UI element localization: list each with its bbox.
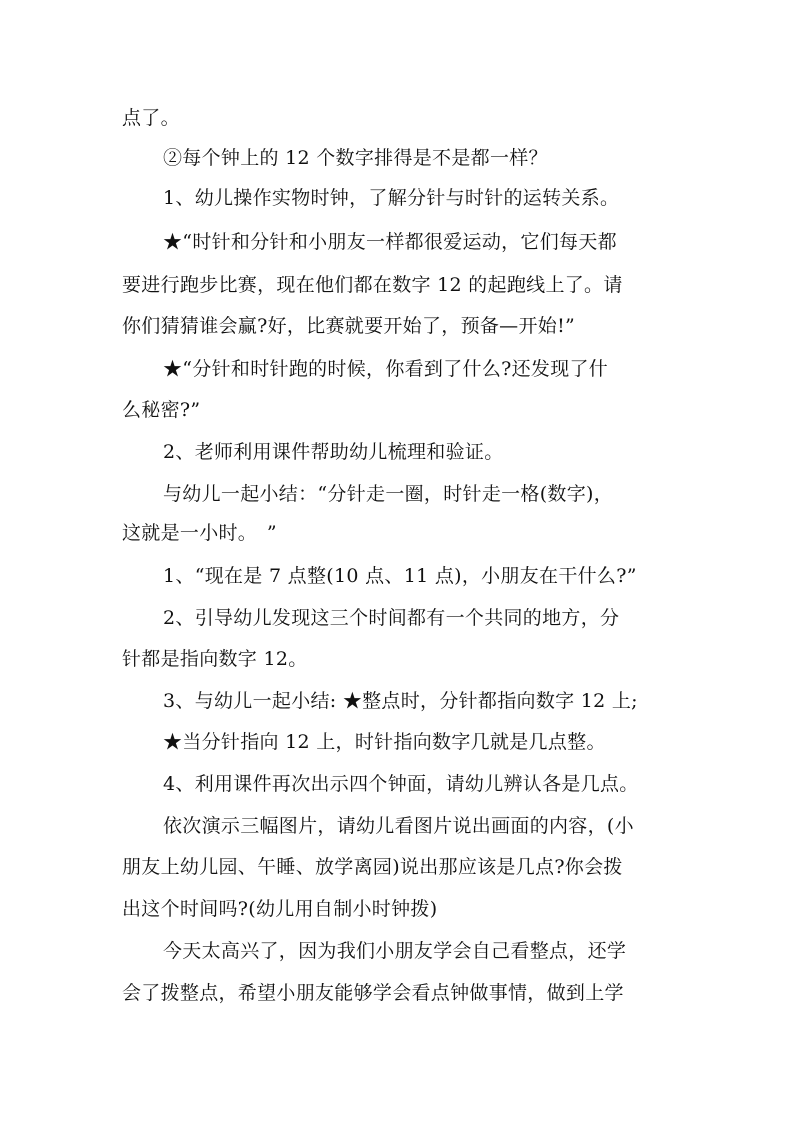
text-line-7: ★“分针和时针跑的时候，你看到了什么?还发现了什 [163,358,609,380]
text-line-22: 会了拨整点，希望小朋友能够学会看点钟做事情，做到上学 [122,982,624,1004]
text-line-5: 要进行跑步比赛，现在他们都在数字 12 的起跑线上了。请 [122,274,623,296]
text-line-14: 针都是指向数字 12。 [122,648,308,670]
text-line-12: 1、“现在是 7 点整(10 点、11 点)，小朋友在干什么?” [163,565,637,587]
text-line-17: 4、利用课件再次出示四个钟面，请幼儿辨认各是几点。 [163,773,639,795]
text-line-10: 与幼儿一起小结：“分针走一圈，时针走一格(数字)， [163,483,614,505]
text-line-8: 么秘密?” [122,399,201,421]
text-line-6: 你们猜猜谁会赢?好，比赛就要开始了，预备—开始!” [122,315,576,337]
text-line-15: 3、与幼儿一起小结: ★整点时，分针都指向数字 12 上; [163,690,638,712]
text-line-9: 2、老师利用课件帮助幼儿梳理和验证。 [163,441,504,463]
text-line-2: ②每个钟上的 12 个数字排得是不是都一样？ [163,147,548,169]
text-line-20: 出这个时间吗?(幼儿用自制小时钟拨) [122,898,438,920]
text-line-19: 朋友上幼儿园、午睡、放学离园)说出那应该是几点?你会拨 [122,856,623,878]
text-line-11: 这就是一小时。 ” [122,522,277,544]
text-line-18: 依次演示三幅图片，请幼儿看图片说出画面的内容，(小 [163,815,634,837]
text-line-4: ★“时针和分针和小朋友一样都很爱运动，它们每天都 [163,231,617,253]
text-line-21: 今天太高兴了，因为我们小朋友学会自己看整点，还学 [163,940,627,962]
text-line-13: 2、引导幼儿发现这三个时间都有一个共同的地方，分 [163,607,620,629]
text-line-1: 点了。 [122,107,180,129]
text-line-3: 1、幼儿操作实物时钟，了解分针与时针的运转关系。 [163,187,620,209]
text-line-16: ★当分针指向 12 上，时针指向数字几就是几点整。 [163,731,606,753]
